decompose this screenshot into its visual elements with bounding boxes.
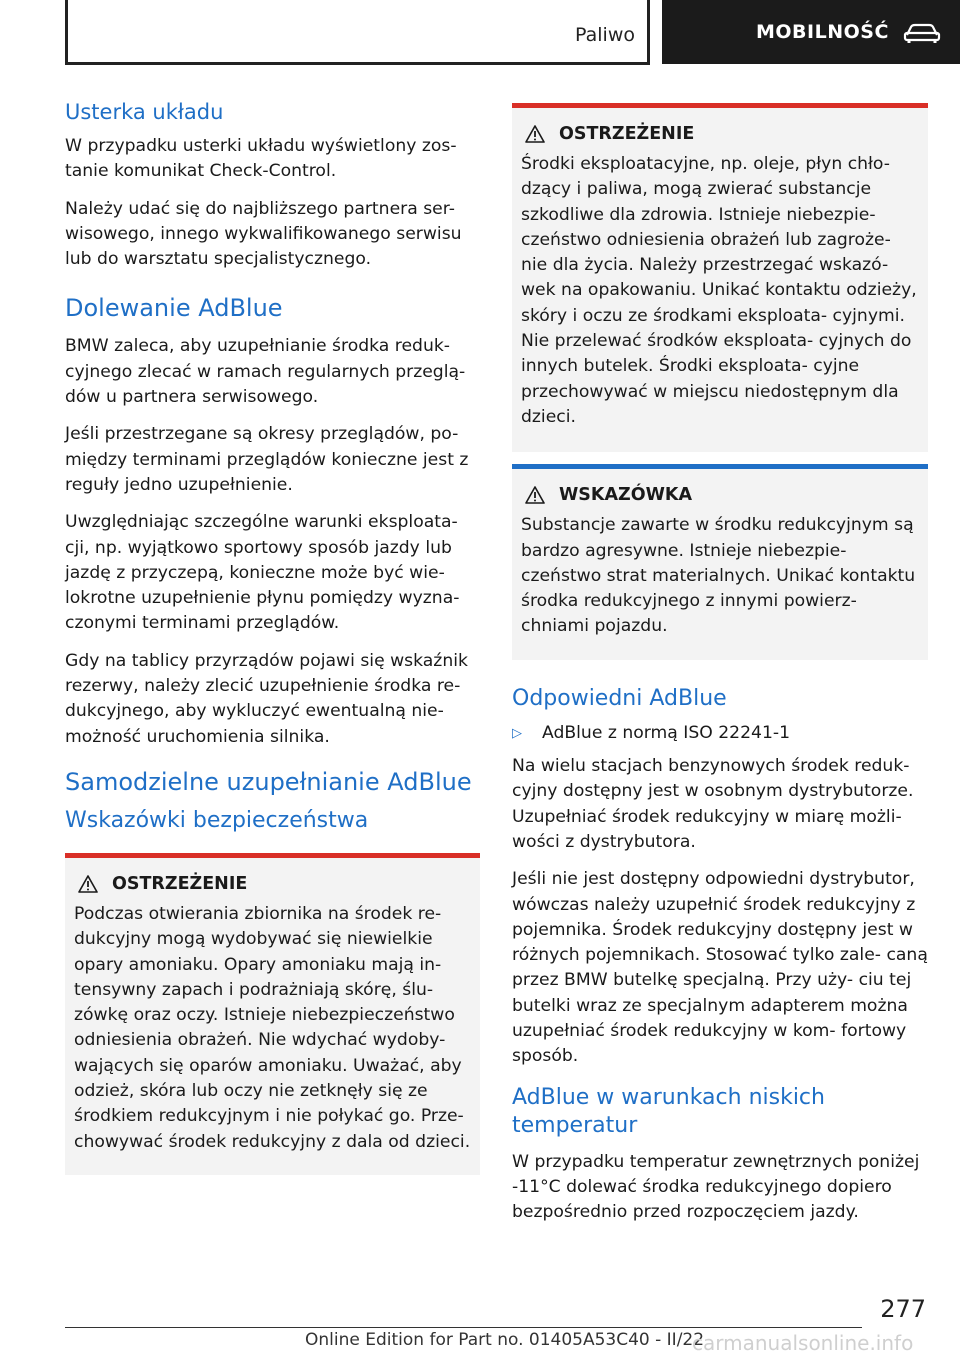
heading-suitable-adblue: Odpowiedni AdBlue [512,685,727,711]
paragraph: Jeśli przestrzegane są okresy przeglądów, po- między terminami przeglądów konieczne jest z reguły jedno uzupełnienie. [65,424,469,495]
chapter-tab [662,0,960,64]
paragraph: Na wielu stacjach benzynowych środek reduk- cyjny dostępny jest w osobnym dystrybutorze. Uzupełniać środek redukcyjny w miarę możli- wości z dystrybutora. [512,756,914,852]
note-box [512,464,928,659]
paragraph: W przypadku usterki układu wyświetlony zos- tanie komunikat Check-Control. [65,136,457,182]
paragraph: Gdy na tablicy przyrządów pojawi się wskaźnik rezerwy, należy zlecić uzupełnienie środka re- dukcyjnego, aby wykluczyć ewentualną nie- możność uruchomienia silnika. [65,650,468,747]
chapter-title: MOBILNOŚĆ [756,21,889,43]
heading-adblue-refill: Dolewanie AdBlue [65,294,283,323]
warning-triangle-icon [525,486,545,504]
left-column [65,100,480,1175]
footer-rule [65,1327,862,1328]
footer-watermark: carmanualsonline.info [692,1331,914,1355]
section-title: Paliwo [575,24,635,46]
paragraph: BMW zaleca, aby uzupełnianie środka reduk- cyjnego zlecać w ramach regularnych przeglą- dów u partnera serwisowego. [65,336,466,408]
warning-box [512,103,928,452]
warning-text: Środki eksploatacyjne, np. oleje, płyn chło- dzący i paliwa, mogą zwierać substancje szkodliwe dla zdrowia. Istnieje niebezpie- czeństwo odniesienia obrażeń lub zagroże- nie dla życia. Należy przestrzegać wskazó- wek na opakowaniu. Unikać kontaktu odzieży, skóry i oczu ze środkami eksploata- cyjnymi. Nie przelewać środków eksploata- cyjnych do innych butelek. Środki eksploata- cyjne przechowywać w miejscu niedostępnym dla dzieci. [521,154,917,427]
list-item: ▷ AdBlue z normą ISO 22241-1 [512,721,928,746]
page-number: 277 [880,1295,926,1323]
paragraph: Należy udać się do najbliższego partnera ser- wisowego, innego wykwalifikowanego serwisu lub do warsztatu specjalistycznego. [65,198,462,270]
heading-low-temperatures: AdBlue w warunkach niskich temperatur [512,1084,825,1138]
paragraph: Jeśli nie jest dostępny odpowiedni dystrybutor, wówczas należy uzupełnić środek redukcyjny z pojemnika. Środek redukcyjny dostępny jest w różnych pojemnikach. Stosować tylko zale- caną przez BMW butelkę specjalną. Przy uży- ciu tej butelki wraz ze specjalnym adapterem można uzupełniać środek redukcyjny w kom- fortowy sposób. [512,869,928,1067]
paragraph: W przypadku temperatur zewnętrznych poniżej -11°C dolewać środka redukcyjnego dopiero bezpośrednio przed rozpoczęciem jazdy. [512,1151,920,1223]
warning-title: OSTRZEŻENIE [559,124,695,144]
heading-self-refill: Samodzielne uzupełnianie AdBlue [65,767,472,796]
paragraph: Uwzględniając szczególne warunki eksploata- cji, np. wyjątkowo sportowy sposób jazdy lub jazdę z przyczepą, konieczne może być wie- lokrotne uzupełnienie płynu pomiędzy wyzna- czonymi terminami przeglądów. [65,512,460,634]
warning-triangle-icon [525,125,545,143]
header-bottom-rule [65,62,650,65]
header-divider [647,0,650,64]
warning-title: OSTRZEŻENIE [112,873,248,894]
warning-text: Podczas otwierania zbiornika na środek re- dukcyjny mogą wydobywać się niewielkie opary amoniaku. Opary amoniaku mają in- tensywny zapach i podrażniają skórę, ślu- zówkę oraz oczy. Istnieje niebezpieczeństwo odniesienia obrażeń. Nie wdychać wydoby- wających się oparów amoniaku. Uważać, aby odzież, skóra lub oczy nie zetknęły się ze środkiem redukcyjnym i nie połykać go. Prze- chowywać środek redukcyjny z dala od dzieci. [74,903,471,1152]
right-column [512,103,928,1238]
note-title: WSKAZÓWKA [559,485,692,506]
warning-triangle-icon [78,875,98,893]
note-text: Substancje zawarte w środku redukcyjnym są bardzo agresywne. Istnieje niebezpie- czeństwo strat materialnych. Unikać kontaktu środka redukcyjnego z innymi powierz- chniami pojazdu. [521,515,916,637]
bullet-triangle-icon: ▷ [512,725,522,741]
footer-edition: Online Edition for Part no. 01405A53C40 - II/22 [305,1330,705,1350]
heading-safety-notes: Wskazówki bezpieczeństwa [65,807,369,833]
car-icon [903,21,941,43]
heading-system-fault: Usterka układu [65,100,224,124]
header-left-rule [65,0,68,64]
warning-box [65,853,480,1175]
